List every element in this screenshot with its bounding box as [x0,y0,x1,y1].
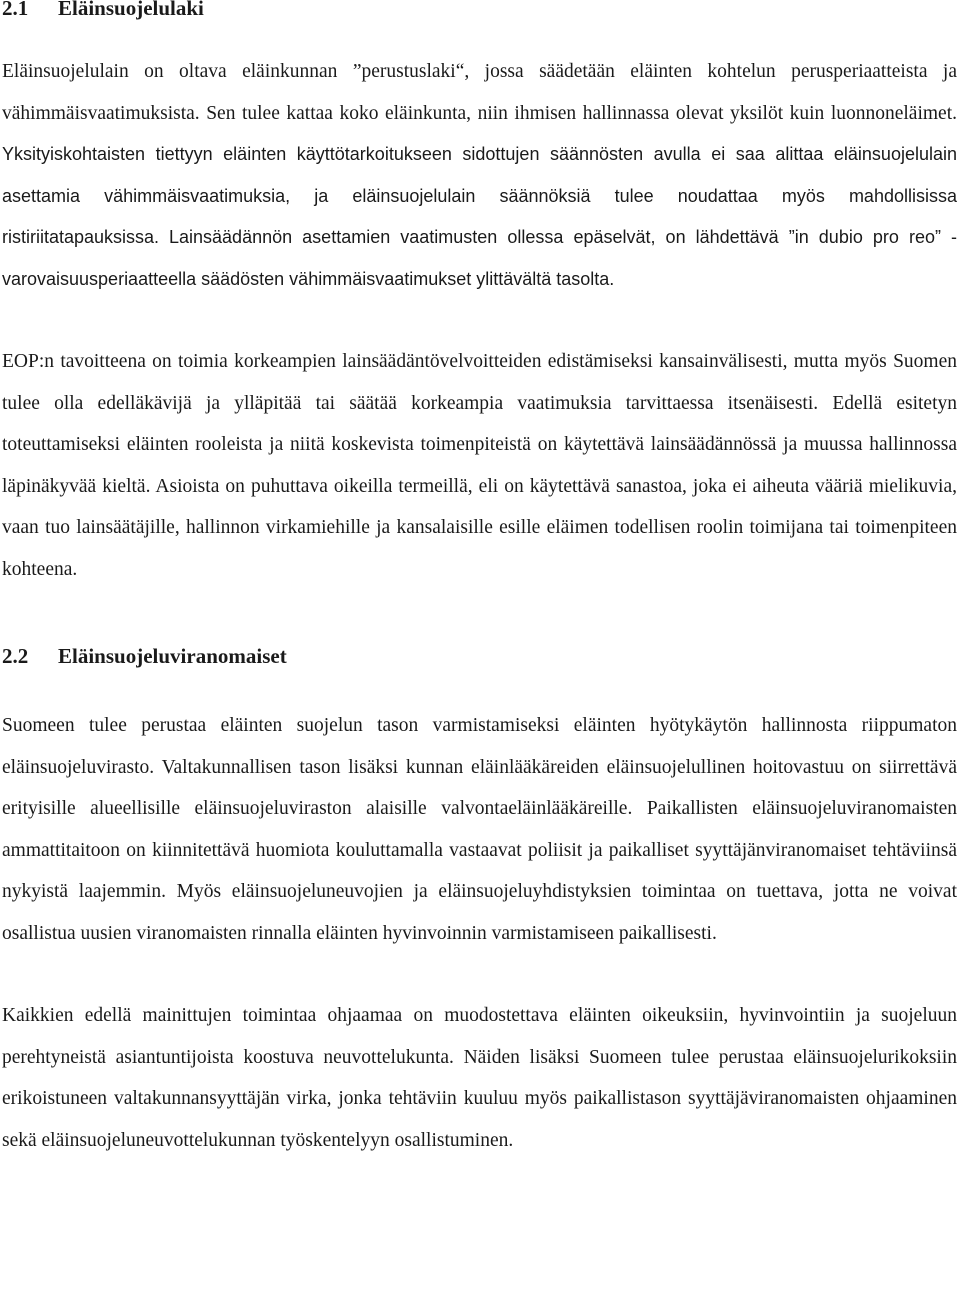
document-page [2,0,957,1161]
paragraph-eläinsuojelulaki-1 [2,51,957,300]
section-title: Eläinsuojeluviranomaiset [58,644,287,668]
paragraph-viranomaiset-1: Suomeen tulee perustaa eläinten suojelun tason varmistamiseksi eläinten hyötykäytön hallinnosta riippumaton eläinsuojeluvirasto. Valtakunnallisen tason lisäksi kunnan eläinlääkäreiden eläinsuojelullinen hoitovastuu on siirrettävä erityisille alueellisille eläinsuojeluviraston alaisille valvontaeläinlääkäreille. Paikallisten eläinsuojeluviranomaisten ammattitaitoon on kiinnitettävä huomiota kouluttamalla vastaavat poliisit ja paikalliset syyttäjänviranomaiset tehtäviinsä nykyistä laajemmin. Myös eläinsuojeluneuvojien ja eläinsuojeluyhdistyksien toimintaa on tuettava, jotta ne voivat osallistua uusien viranomaisten rinnalla eläinten hyvinvoinnin varmistamiseen paikallisesti. [2,715,957,944]
paragraph-viranomaiset-2: Kaikkien edellä mainittujen toimintaa ohjaamaa on muodostettava eläinten oikeuksiin, hyvinvointiin ja suojeluun perehtyneistä asiantuntijoista koostuva neuvottelukunta. Näiden lisäksi Suomeen tulee perustaa eläinsuojelurikoksiin erikoistuneen valtakunnansyyttäjän virka, jonka tehtäviin kuuluu myös paikallistason syyttäjäviranomaisten ohjaaminen sekä eläinsuojeluneuvottelukunnan työskentelyyn osallistuminen. [2,1005,957,1151]
section-number: 2.2 [2,644,29,668]
section-heading-2-2 [2,644,957,668]
paragraph-text-serif: Eläinsuojelulain on oltava eläinkunnan ”perustuslaki“, jossa säädetään eläinten kohtelun perusperiaatteista ja vähimmäisvaatimuksista. Sen tulee kattaa koko eläinkunta, niin ihmisen hallinnassa olevat yksilöt kuin luonnoneläimet. [2,61,957,124]
paragraph-eläinsuojelulaki-2: EOP:n tavoitteena on toimia korkeampien lainsäädäntövelvoitteiden edistämiseksi kansainvälisesti, mutta myös Suomen tulee olla edelläkävijä ja ylläpitää tai säätää korkeampia vaatimuksia tarvittaessa itsenäisesti. Edellä esitetyn toteuttamiseksi eläinten rooleista ja niitä koskevista toimenpiteistä on käytettävä lainsäädännössä ja muussa hallinnossa läpinäkyvää kieltä. Asioista on puhuttava oikeilla termeillä, eli on käytettävä sanastoa, joka ei aiheuta vääriä mielikuvia, vaan tuo lainsäätäjille, hallinnon virkamiehille ja kansalaisille esille eläimen todellisen roolin toimijana tai toimenpiteen kohteena. [2,351,957,580]
section-title: Eläinsuojelulaki [58,0,204,20]
section-heading-2-1 [2,0,957,20]
section-number: 2.1 [2,0,29,20]
paragraph-text-sans-2: Lainsäädännön asettamien vaatimusten ollessa epäselvät, on lähdettävä ”in dubio pro reo” -varovaisuusperiaatteella säädösten vähimmäisvaatimukset ylittävältä tasolta. [2,227,958,289]
paragraph-text-sans: Yksityiskohtaisten tiettyyn eläinten käyttötarkoitukseen sidottujen säännösten avulla ei saa alittaa eläinsuojelulain asettamia vähimmäisvaatimuksia, ja eläinsuojelulain säännöksiä tulee noudattaa myös mahdollisissa ristiriitatapauksissa. [2,144,957,247]
